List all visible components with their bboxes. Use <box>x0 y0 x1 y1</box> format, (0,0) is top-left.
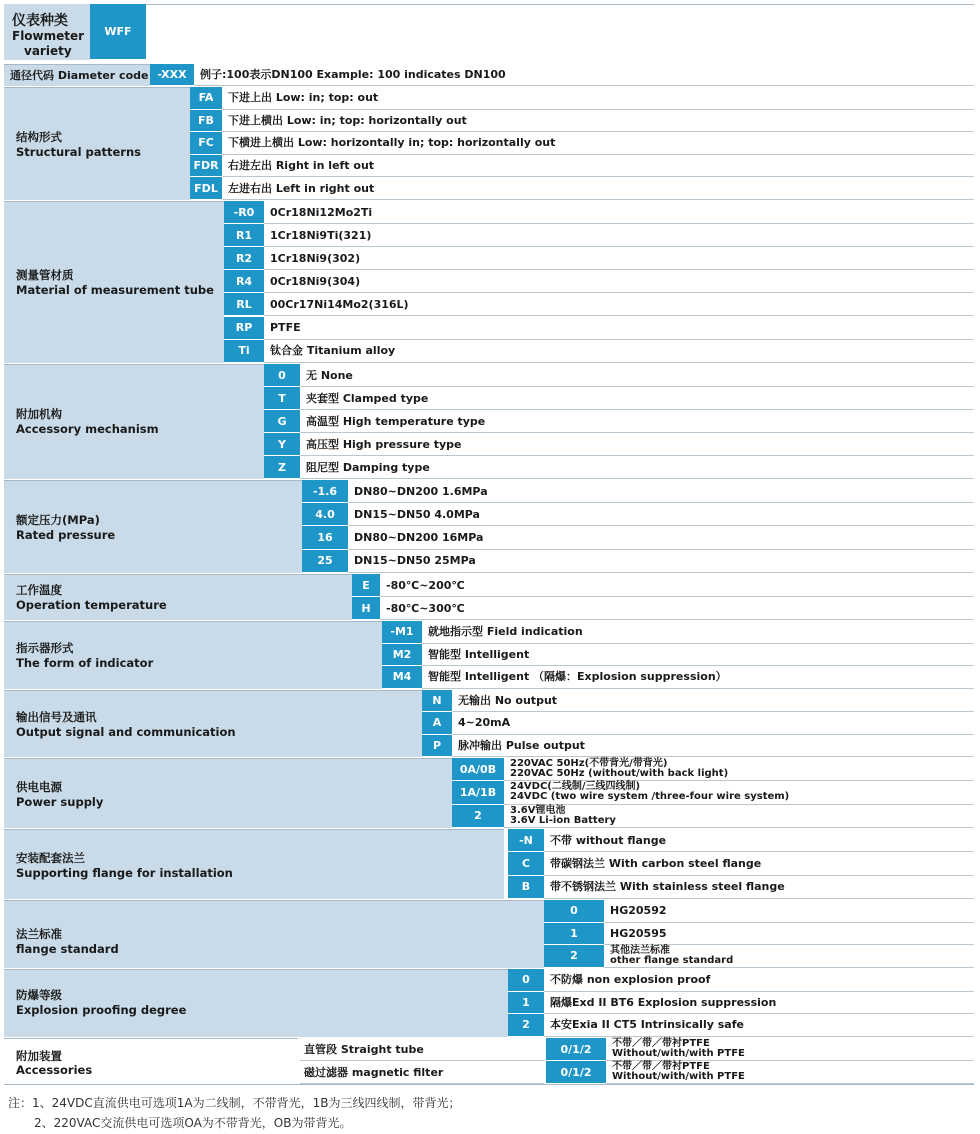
indicator-code-1: M2 <box>382 644 422 667</box>
structural-title-en: Structural patterns <box>16 145 142 159</box>
flange_std-desc-1: HG20595 <box>604 923 974 946</box>
flange-desc-0: 不带 without flange <box>544 829 974 852</box>
power-section <box>4 758 452 828</box>
temperature-title-cn: 工作温度 <box>16 583 62 597</box>
accessory-code-2: G <box>264 410 300 433</box>
output-code-2: P <box>422 735 452 757</box>
power-desc-line1-2: 3.6V锂电池 <box>510 804 566 816</box>
flange_std-code-0: 0 <box>544 900 604 923</box>
note-line-1: 注：1、24VDC直流供电可选项1A为二线制，不带背光，1B为三线四线制，带背光； <box>8 1096 461 1110</box>
header-code: WFF <box>90 4 146 60</box>
accessories-desc-0 <box>606 1038 974 1061</box>
explosion-title-cn: 防爆等级 <box>16 988 62 1002</box>
structural-code-3: FDR <box>190 155 222 178</box>
explosion-desc-0: 不防爆 non explosion proof <box>544 969 974 992</box>
structural-desc-1: 下进上横出 Low: in; top: horizontally out <box>222 110 974 133</box>
diameter-desc: 例子:100表示DN100 Example: 100 indicates DN100 <box>194 64 974 86</box>
pressure-desc-2: DN80~DN200 16MPa <box>348 526 974 549</box>
material-desc-6: 钛合金 Titanium alloy <box>264 340 974 363</box>
header-title-en1: Flowmeter <box>12 29 85 43</box>
power-desc-line1-1: 24VDC(二线制/三线四线制) <box>510 781 641 793</box>
structural-desc-2: 下横进上横出 Low: horizontally in; top: horizontally out <box>222 132 974 155</box>
power-desc-line2-1: 24VDC (two wire system /three-four wire system) <box>510 791 790 803</box>
temperature-code-0: E <box>352 574 380 597</box>
diameter-code: -XXX <box>150 64 194 86</box>
output-code-0: N <box>422 690 452 712</box>
accessory-code-3: Y <box>264 433 300 456</box>
accessories-section <box>4 1038 298 1084</box>
accessory-code-1: T <box>264 387 300 410</box>
accessory-title-en: Accessory mechanism <box>16 422 159 436</box>
power-desc-1 <box>504 781 974 804</box>
bottom-rule <box>4 1084 974 1085</box>
pressure-desc-1: DN15~DN50 4.0MPa <box>348 503 974 526</box>
indicator-desc-2: 智能型 Intelligent （隔爆：Explosion suppression） <box>422 666 974 689</box>
pressure-section <box>4 480 302 573</box>
accessories-title-en: Accessories <box>16 1063 93 1077</box>
flange-std-title-en: flange standard <box>16 942 119 956</box>
flange-std-title-cn: 法兰标准 <box>16 927 62 941</box>
flange_std-desc-line1-2: 其他法兰标准 <box>610 944 670 956</box>
structural-code-4: FDL <box>190 177 222 200</box>
temperature-desc-1: -80℃~300℃ <box>380 597 974 620</box>
structural-code-2: FC <box>190 132 222 155</box>
material-desc-0: 0Cr18Ni12Mo2Ti <box>264 201 974 224</box>
material-desc-1: 1Cr18Ni9Ti(321) <box>264 224 974 247</box>
flange-section <box>4 829 504 899</box>
pressure-code-0: -1.6 <box>302 480 348 503</box>
flange-code-2: B <box>508 876 544 899</box>
power-desc-line2-0: 220VAC 50Hz (without/with back light) <box>510 768 729 780</box>
accessories-title-cn: 附加装置 <box>16 1049 62 1063</box>
material-code-6: Ti <box>224 340 264 363</box>
explosion-code-0: 0 <box>508 969 544 992</box>
pressure-title-en: Rated pressure <box>16 528 116 542</box>
output-section <box>4 690 422 757</box>
indicator-code-2: M4 <box>382 666 422 689</box>
output-desc-2: 脉冲输出 Pulse output <box>452 735 974 757</box>
material-section <box>4 201 224 363</box>
explosion-desc-1: 隔爆Exd II BT6 Explosion suppression <box>544 992 974 1015</box>
temperature-desc-0: -80℃~200℃ <box>380 574 974 597</box>
accessories-desc-line2-0: Without/with/with PTFE <box>612 1048 745 1059</box>
indicator-section <box>4 621 382 689</box>
explosion-code-1: 1 <box>508 992 544 1015</box>
accessories-desc-line1-0: 不带／带／带衬PTFE <box>612 1038 710 1049</box>
structural-title-cn: 结构形式 <box>16 130 62 144</box>
material-desc-5: PTFE <box>264 317 974 340</box>
power-desc-line1-0: 220VAC 50Hz(不带背光/带背光) <box>510 758 668 770</box>
material-desc-4: 00Cr17Ni14Mo2(316L) <box>264 293 974 316</box>
flange_std-code-1: 1 <box>544 923 604 946</box>
indicator-title-en: The form of indicator <box>16 656 154 670</box>
explosion-code-2: 2 <box>508 1014 544 1037</box>
pressure-code-3: 25 <box>302 550 348 573</box>
flange-desc-1: 带碳钢法兰 With carbon steel flange <box>544 852 974 875</box>
accessory-desc-3: 高压型 High pressure type <box>300 433 974 456</box>
pressure-desc-0: DN80~DN200 1.6MPa <box>348 480 974 503</box>
flange-std-section <box>4 900 544 968</box>
accessories-desc-1 <box>606 1061 974 1084</box>
material-code-1: R1 <box>224 224 264 247</box>
output-code-1: A <box>422 712 452 734</box>
accessory-desc-2: 高温型 High temperature type <box>300 410 974 433</box>
accessories-label-0: 直管段 Straight tube <box>300 1038 544 1061</box>
structural-desc-3: 右进左出 Right in left out <box>222 155 974 178</box>
flange-desc-2: 带不锈钢法兰 With stainless steel flange <box>544 876 974 899</box>
power-code-2: 2 <box>452 805 504 828</box>
indicator-title-cn: 指示器形式 <box>16 641 74 655</box>
accessory-title-cn: 附加机构 <box>16 407 62 421</box>
header-title-en2: variety <box>24 44 72 58</box>
material-title-cn: 测量管材质 <box>16 268 74 282</box>
accessories-desc-line1-1: 不带／带／带衬PTFE <box>612 1061 710 1072</box>
accessory-desc-0: 无 None <box>300 364 974 387</box>
explosion-title-en: Explosion proofing degree <box>16 1003 187 1017</box>
material-desc-2: 1Cr18Ni9(302) <box>264 247 974 270</box>
accessory-desc-1: 夹套型 Clamped type <box>300 387 974 410</box>
power-title-cn: 供电电源 <box>16 780 62 794</box>
power-desc-2 <box>504 805 974 828</box>
accessories-label-1: 磁过滤器 magnetic filter <box>300 1061 544 1084</box>
indicator-desc-0: 就地指示型 Field indication <box>422 621 974 644</box>
temperature-code-1: H <box>352 597 380 620</box>
output-title-en: Output signal and communication <box>16 725 236 739</box>
accessories-code-0: 0/1/2 <box>546 1038 606 1061</box>
explosion-section <box>4 969 512 1037</box>
output-desc-1: 4~20mA <box>452 712 974 734</box>
material-code-2: R2 <box>224 247 264 270</box>
pressure-title-cn: 额定压力(MPa) <box>16 513 100 527</box>
material-code-3: R4 <box>224 270 264 293</box>
structural-desc-4: 左进右出 Left in right out <box>222 177 974 200</box>
output-title-cn: 输出信号及通讯 <box>16 710 97 724</box>
indicator-desc-1: 智能型 Intelligent <box>422 644 974 667</box>
indicator-code-0: -M1 <box>382 621 422 644</box>
explosion-desc-2: 本安Exia II CT5 Intrinsically safe <box>544 1014 974 1037</box>
material-title-en: Material of measurement tube <box>16 283 214 297</box>
flange-title-cn: 安装配套法兰 <box>16 851 85 865</box>
diameter-title: 通径代码 Diameter code <box>10 69 149 82</box>
material-desc-3: 0Cr18Ni9(304) <box>264 270 974 293</box>
flange_std-desc-0: HG20592 <box>604 900 974 923</box>
accessory-section <box>4 364 264 479</box>
flange-code-0: -N <box>508 829 544 852</box>
output-desc-0: 无输出 No output <box>452 690 974 712</box>
flange_std-desc-2 <box>604 945 974 968</box>
accessory-code-0: 0 <box>264 364 300 387</box>
power-desc-line2-2: 3.6V Li-ion Battery <box>510 814 616 826</box>
accessories-code-1: 0/1/2 <box>546 1061 606 1084</box>
note-line-2: 2、220VAC交流供电可选项OA为不带背光，OB为带背光。 <box>34 1116 352 1130</box>
pressure-code-2: 16 <box>302 526 348 549</box>
accessory-code-4: Z <box>264 456 300 479</box>
structural-code-0: FA <box>190 87 222 110</box>
accessories-desc-line2-1: Without/with/with PTFE <box>612 1071 745 1082</box>
diameter-section <box>4 64 150 86</box>
flange-title-en: Supporting flange for installation <box>16 866 233 880</box>
header-title-box <box>4 4 90 60</box>
structural-desc-0: 下进上出 Low: in; top: out <box>222 87 974 110</box>
header-top-rule <box>146 4 974 5</box>
accessory-desc-4: 阻尼型 Damping type <box>300 456 974 479</box>
material-code-5: RP <box>224 317 264 340</box>
power-code-0: 0A/0B <box>452 758 504 781</box>
pressure-desc-3: DN15~DN50 25MPa <box>348 550 974 573</box>
power-desc-0 <box>504 758 974 781</box>
power-code-1: 1A/1B <box>452 781 504 804</box>
structural-section <box>4 87 190 200</box>
temperature-section <box>4 574 352 620</box>
material-code-0: -R0 <box>224 201 264 224</box>
power-title-en: Power supply <box>16 795 104 809</box>
pressure-code-1: 4.0 <box>302 503 348 526</box>
header-title-cn: 仪表种类 <box>12 13 68 29</box>
material-code-4: RL <box>224 293 264 316</box>
flange-code-1: C <box>508 852 544 875</box>
temperature-title-en: Operation temperature <box>16 598 167 612</box>
flange_std-code-2: 2 <box>544 945 604 968</box>
structural-code-1: FB <box>190 110 222 133</box>
flange_std-desc-line2-2: other flange standard <box>610 954 734 966</box>
